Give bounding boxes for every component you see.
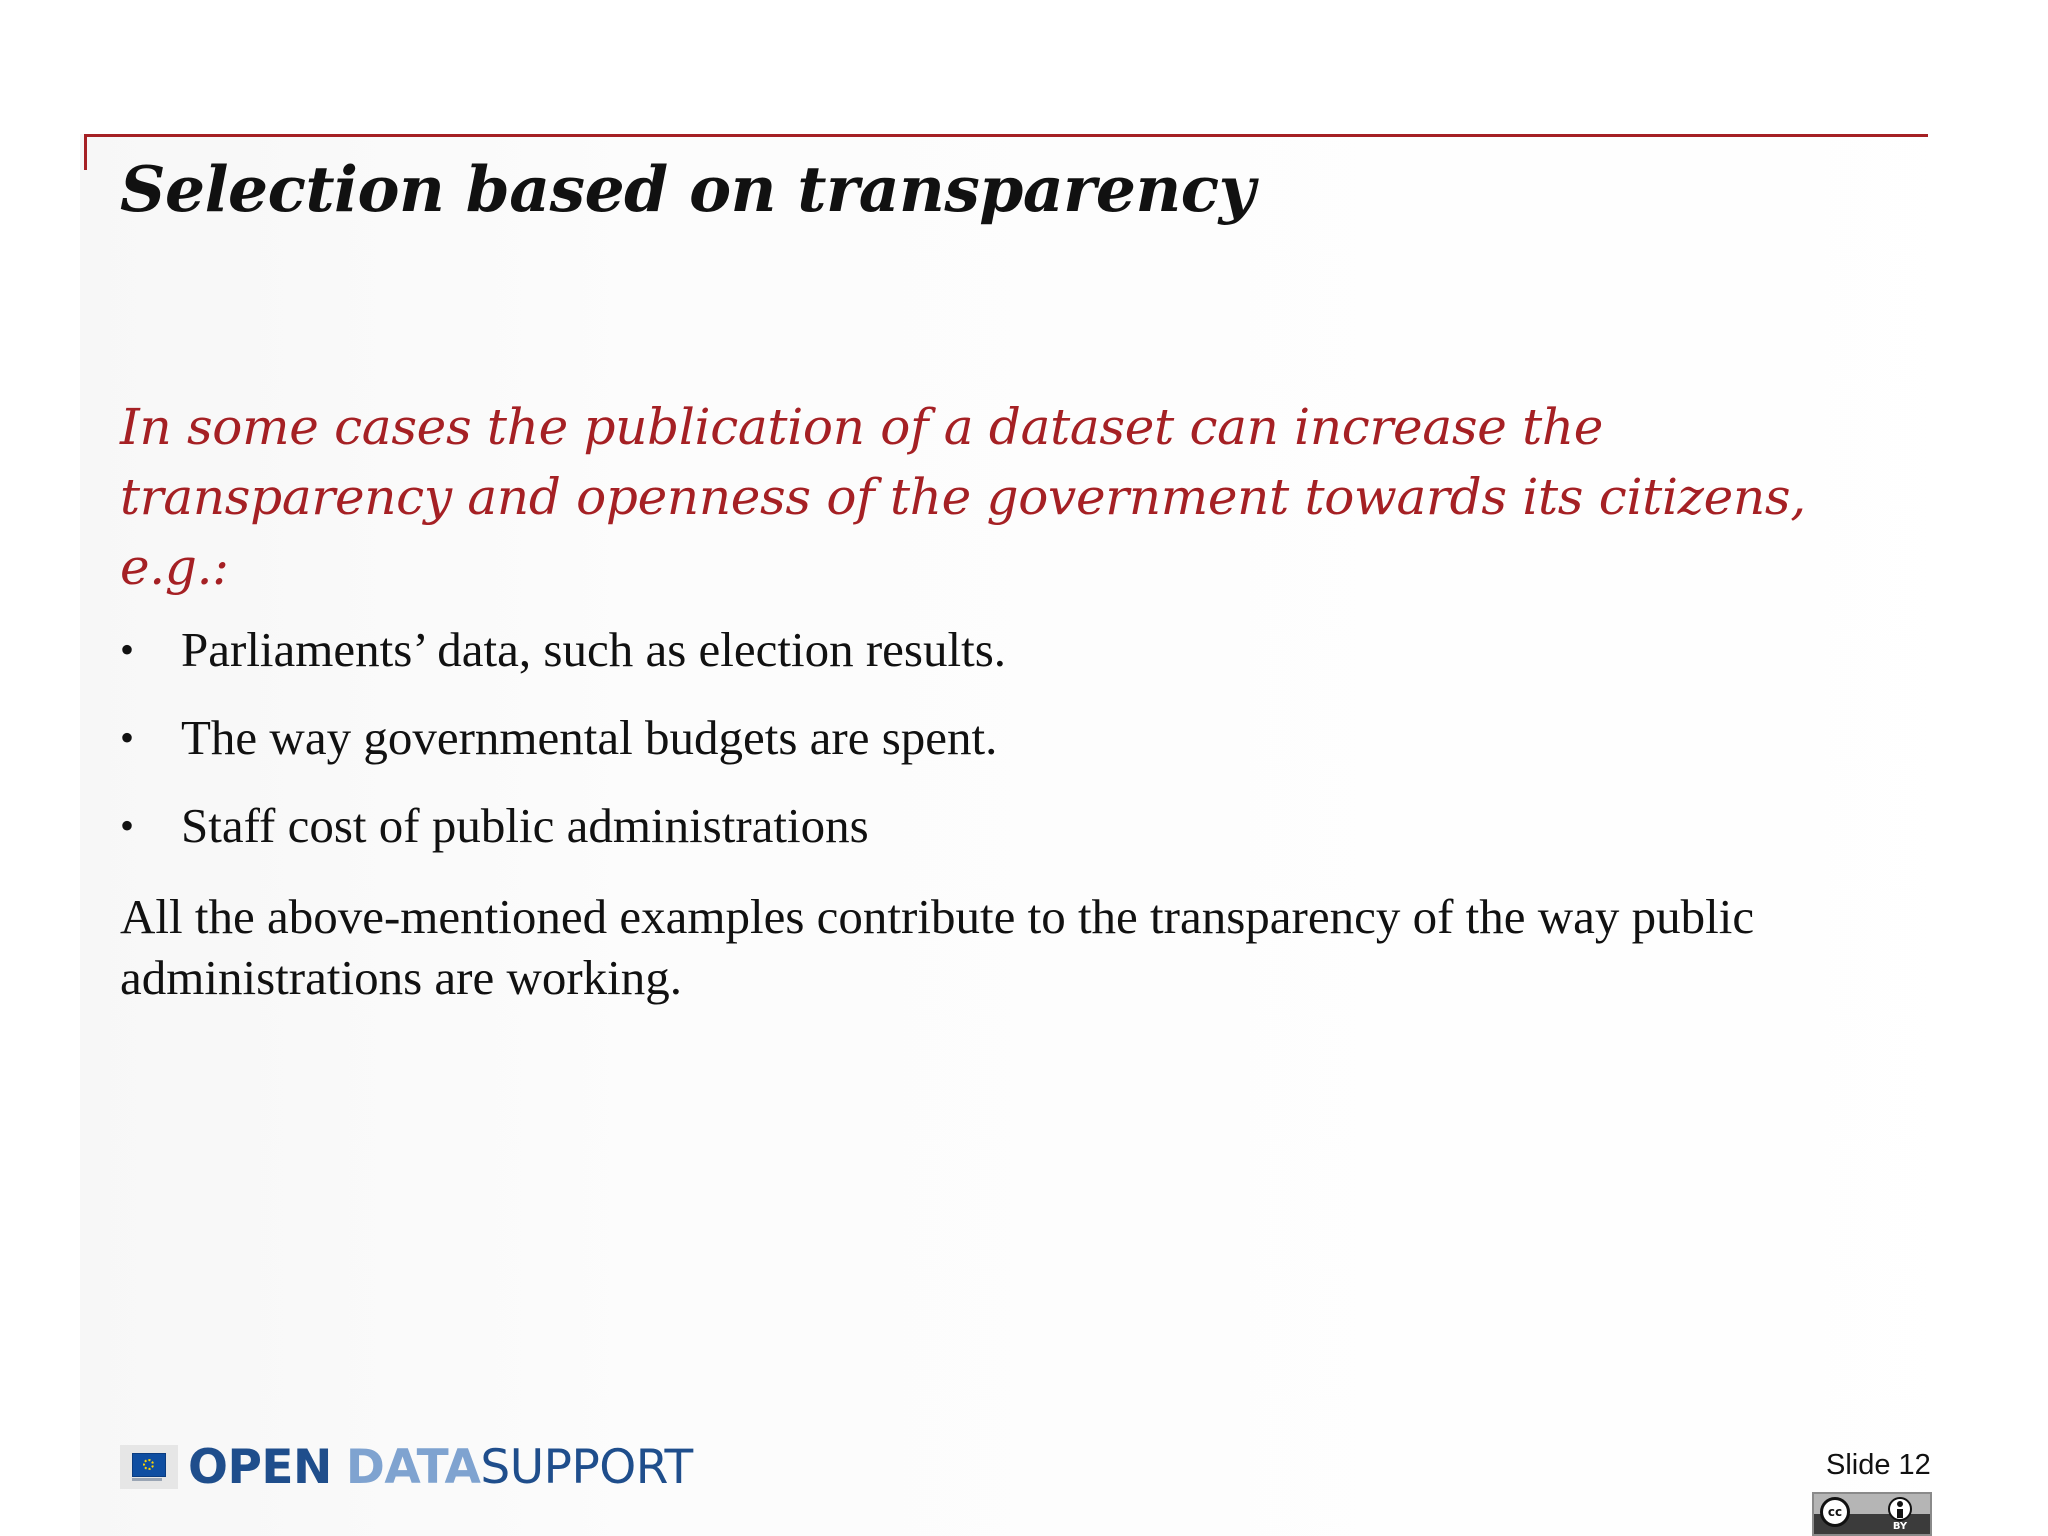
- cc-icon: cc: [1820, 1497, 1850, 1527]
- by-label: BY: [1892, 1521, 1908, 1532]
- bullet-text: The way governmental budgets are spent.: [181, 710, 998, 765]
- title-rule: [84, 134, 1928, 137]
- logo-support-text: SUPPORT: [480, 1439, 693, 1495]
- open-data-support-logo: [120, 1437, 693, 1497]
- eu-flag-icon: [120, 1445, 178, 1489]
- bullet-text: Parliaments’ data, such as election results.: [181, 622, 1007, 677]
- title-rule-tick: [84, 134, 87, 170]
- bullet-icon: •: [120, 715, 135, 760]
- attribution-icon: [1888, 1497, 1912, 1521]
- slide-number: Slide 12: [1826, 1449, 1931, 1481]
- slide-content: [120, 392, 1890, 1008]
- bullet-icon: •: [120, 627, 135, 672]
- bullet-item: [120, 622, 1890, 678]
- summary-text: All the above-mentioned examples contribute to the transparency of the way public administrations are working.: [120, 889, 1755, 1005]
- bullet-item: [120, 710, 1890, 766]
- bullet-text: Staff cost of public administrations: [181, 798, 869, 853]
- bullet-icon: •: [120, 803, 135, 848]
- bullet-item: [120, 798, 1890, 854]
- creative-commons-by-icon: [1812, 1492, 1932, 1536]
- bullet-list: [120, 622, 1890, 854]
- intro-text: In some cases the publication of a dataset can increase the transparency and openness of the government towards its citizens, e.g.:: [120, 398, 1806, 596]
- slide-title: Selection based on transparency: [120, 152, 1255, 226]
- logo-data-text: DATA: [345, 1439, 481, 1495]
- logo-open-text: OPEN: [188, 1439, 332, 1495]
- logo-wordmark: [188, 1440, 693, 1495]
